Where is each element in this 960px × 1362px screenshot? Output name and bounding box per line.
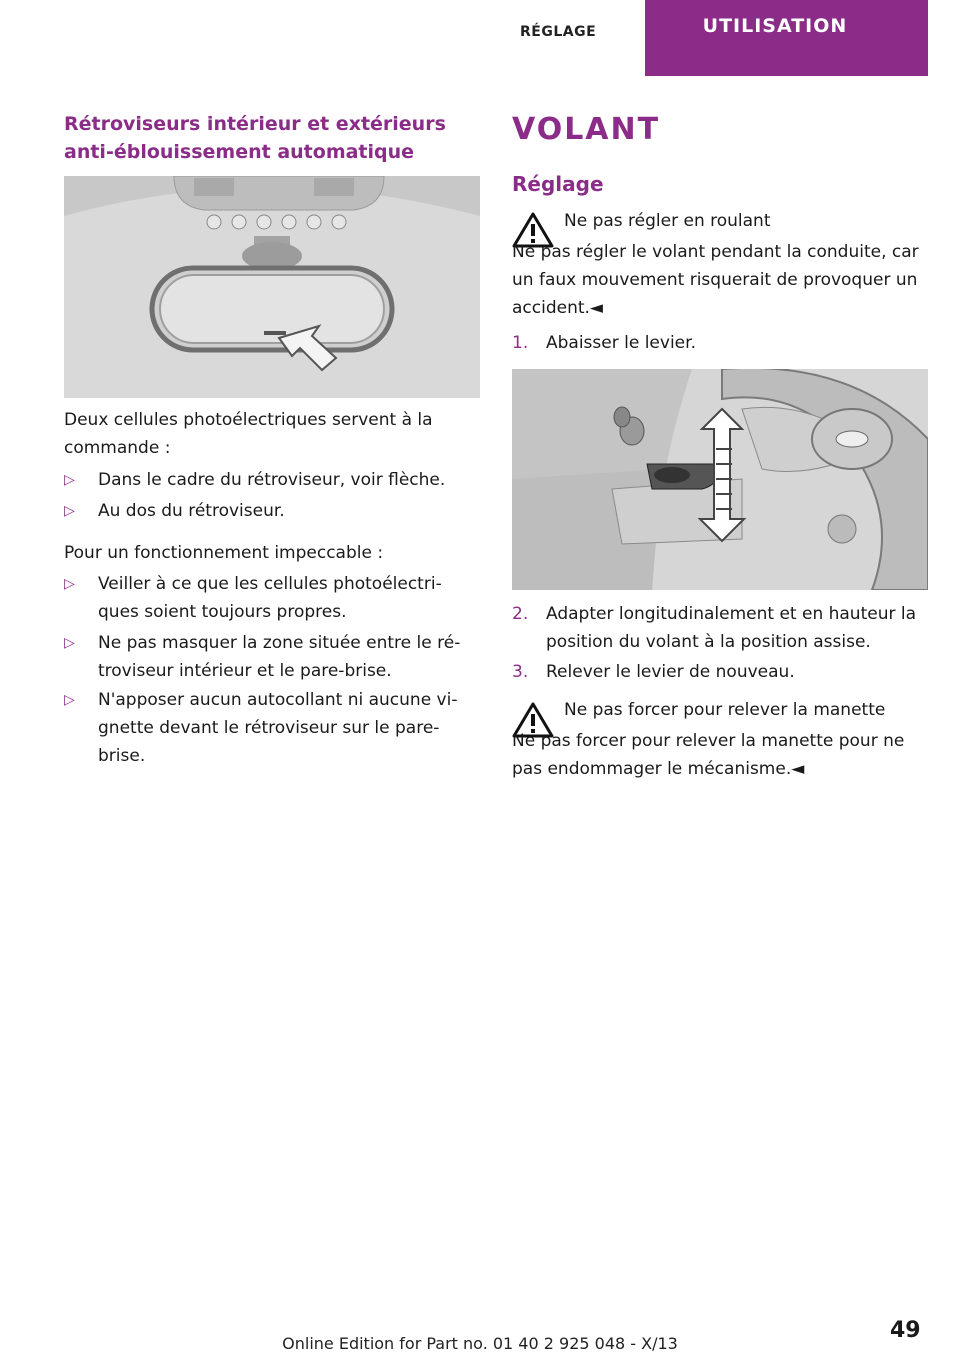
header-section: RÉGLAGE <box>520 24 597 40</box>
triangle-right-icon: ▷ <box>64 576 75 592</box>
warning2-title: Ne pas forcer pour relever la manette <box>564 700 886 720</box>
steering-image <box>512 369 928 590</box>
mirror-intro-2: Pour un fonctionnement impeccable : <box>64 543 384 563</box>
triangle-right-icon: ▷ <box>64 692 75 708</box>
triangle-right-icon: ▷ <box>64 472 75 488</box>
list-item: ▷ Dans le cadre du rétroviseur, voir flèche. <box>64 466 480 494</box>
steering-title: VOLANT <box>512 112 661 147</box>
list-item: ▷ Veiller à ce que les cellules photoélectriques soient toujours propres. <box>64 570 480 626</box>
step-item: 2. Adapter longitudinalement et en hauteur la position du volant à la position assise. <box>512 604 917 652</box>
step-item: 3. Relever le levier de nouveau. <box>512 662 795 682</box>
warning1-title: Ne pas régler en roulant <box>564 211 771 231</box>
warning2-body: Ne pas forcer pour relever la manette pour ne pas endommager le mécanisme.◄ <box>512 731 905 779</box>
mirror-image <box>64 176 480 398</box>
list-item: ▷ Au dos du rétroviseur. <box>64 497 480 525</box>
list-item: ▷ N'apposer aucun autocollant ni aucune vignette devant le rétroviseur sur le pare-brise. <box>64 686 480 770</box>
mirror-illustration <box>64 176 480 398</box>
chapter-tab <box>645 0 928 76</box>
warning2-text <box>512 727 928 783</box>
page-number: 49 <box>890 1318 921 1343</box>
mirror-heading: Rétroviseurs intérieur et extérieurs anti-éblouissement automatique <box>64 113 446 163</box>
warning1-text <box>512 238 928 322</box>
footer-edition: Online Edition for Part no. 01 40 2 925 048 - X/13 <box>282 1334 678 1353</box>
steering-subtitle: Réglage <box>512 172 604 196</box>
steering-illustration <box>512 369 928 590</box>
mirror-intro: Deux cellules photoélectriques servent à la commande : <box>64 410 433 458</box>
warning1-body: Ne pas régler le volant pendant la conduite, car un faux mouvement risquerait de provoquer un accident.◄ <box>512 242 919 318</box>
triangle-right-icon: ▷ <box>64 503 75 519</box>
chapter-label: UTILISATION <box>645 0 905 52</box>
triangle-right-icon: ▷ <box>64 635 75 651</box>
list-item: ▷ Ne pas masquer la zone située entre le rétroviseur intérieur et le pare-brise. <box>64 629 480 685</box>
step-item: 1. Abaisser le levier. <box>512 333 696 353</box>
